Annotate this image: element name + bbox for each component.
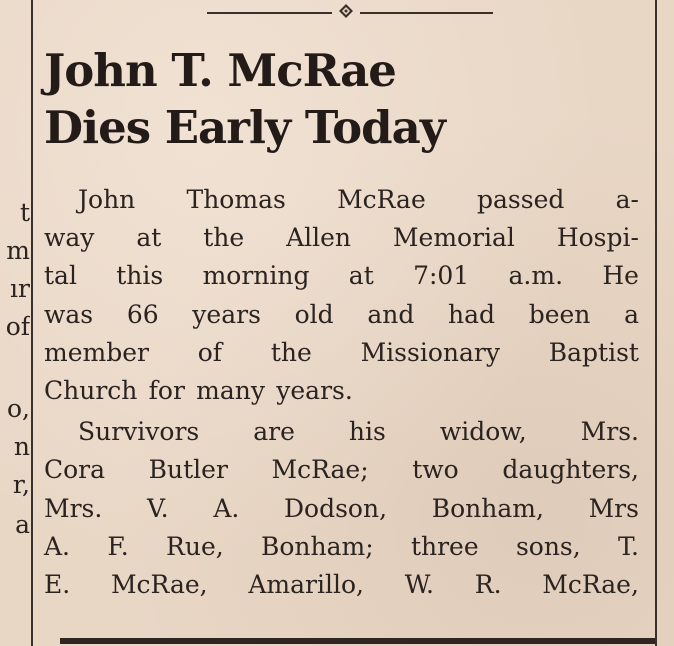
article-word: was: [44, 300, 94, 329]
article-word: old: [294, 300, 334, 329]
article-word: daughters,: [502, 455, 639, 484]
article-word: morning: [202, 261, 310, 290]
article-word: McRae: [337, 185, 426, 214]
column-rule-right: [655, 0, 657, 646]
article-word: F.: [107, 532, 129, 561]
article-word: Hospi-: [556, 223, 639, 252]
article-word: 66: [126, 300, 159, 329]
article-word: his: [348, 417, 386, 446]
left-column-fragment: t: [19, 200, 30, 225]
article-word: Survivors: [78, 417, 200, 446]
article-line: [44, 451, 639, 489]
left-column-fragment: a: [15, 512, 30, 537]
article-word: Cora: [44, 455, 106, 484]
article-word: years: [192, 300, 261, 329]
article-line: [78, 181, 639, 219]
article-word: a.m.: [508, 261, 564, 290]
article-word: years.: [276, 376, 353, 405]
article-word: a: [624, 300, 639, 329]
top-dash-rule-left: [207, 12, 332, 14]
article-word: R.: [474, 570, 502, 599]
article-word: many: [196, 376, 265, 405]
article-word: sons,: [515, 532, 581, 561]
article-word: the: [270, 338, 312, 367]
article-word: Dodson,: [284, 494, 388, 523]
article-word: Memorial: [392, 223, 515, 252]
article-word: W.: [404, 570, 434, 599]
article-word: member: [44, 338, 149, 367]
left-column-fragment: o,: [7, 396, 30, 421]
article-word: Church: [44, 376, 138, 405]
article-word: He: [602, 261, 639, 290]
article-word: A.: [213, 494, 240, 523]
article-word: 7:01: [413, 261, 470, 290]
diamond-ornament-icon: [339, 4, 353, 18]
article-line: [44, 219, 639, 257]
article-word: Bonham,: [431, 494, 544, 523]
article-word: a-: [615, 185, 639, 214]
article-word: widow,: [439, 417, 527, 446]
article-word: this: [116, 261, 164, 290]
article-word: at: [136, 223, 162, 252]
article-word: the: [203, 223, 245, 252]
article-word: Mrs.: [580, 417, 639, 446]
article-line: [44, 372, 639, 410]
article-word: and: [367, 300, 415, 329]
article-line: [44, 257, 639, 295]
article-word: A.: [44, 532, 71, 561]
top-dash-rule-right: [360, 12, 493, 14]
article-word: Amarillo,: [248, 570, 364, 599]
left-column-fragment: r,: [12, 472, 30, 497]
article-line: [78, 413, 639, 451]
article-word: been: [528, 300, 591, 329]
article-word: McRae;: [271, 455, 369, 484]
article-word: at: [348, 261, 374, 290]
article-line: [44, 334, 639, 372]
article-word: Mrs.: [44, 494, 103, 523]
headline-line-2: Dies Early Today: [44, 101, 445, 154]
article-word: Mrs: [588, 494, 639, 523]
left-column-fragment: ır: [10, 276, 30, 301]
left-column-fragment: n: [13, 434, 30, 459]
article-word: two: [412, 455, 459, 484]
left-column-fragment: m: [6, 238, 30, 263]
article-word: Rue,: [166, 532, 224, 561]
article-word: Allen: [286, 223, 352, 252]
article-word: for: [148, 376, 185, 405]
article-word: E.: [44, 570, 71, 599]
article-word: tal: [44, 261, 77, 290]
article-word: T.: [618, 532, 639, 561]
article-word: of: [197, 338, 223, 367]
obituary-headline: [44, 42, 644, 156]
article-word: way: [44, 223, 95, 252]
article-word: are: [253, 417, 295, 446]
column-rule-left: [31, 0, 33, 646]
headline-line-1: John T. McRae: [44, 44, 396, 97]
article-word: passed: [477, 185, 565, 214]
left-column-fragment: of: [5, 314, 30, 339]
article-word: V.: [147, 494, 169, 523]
article-word: McRae,: [542, 570, 639, 599]
article-word: Missionary: [360, 338, 500, 367]
article-word: Baptist: [548, 338, 639, 367]
bottom-rule: [60, 638, 655, 644]
article-line: [44, 566, 639, 604]
article-word: Bonham;: [260, 532, 374, 561]
article-line: [44, 490, 639, 528]
article-word: John: [78, 185, 136, 214]
article-word: three: [410, 532, 479, 561]
article-word: Butler: [148, 455, 228, 484]
article-line: [44, 528, 639, 566]
article-line: [44, 296, 639, 334]
article-word: Thomas: [186, 185, 286, 214]
article-word: had: [448, 300, 496, 329]
article-word: McRae,: [110, 570, 208, 599]
